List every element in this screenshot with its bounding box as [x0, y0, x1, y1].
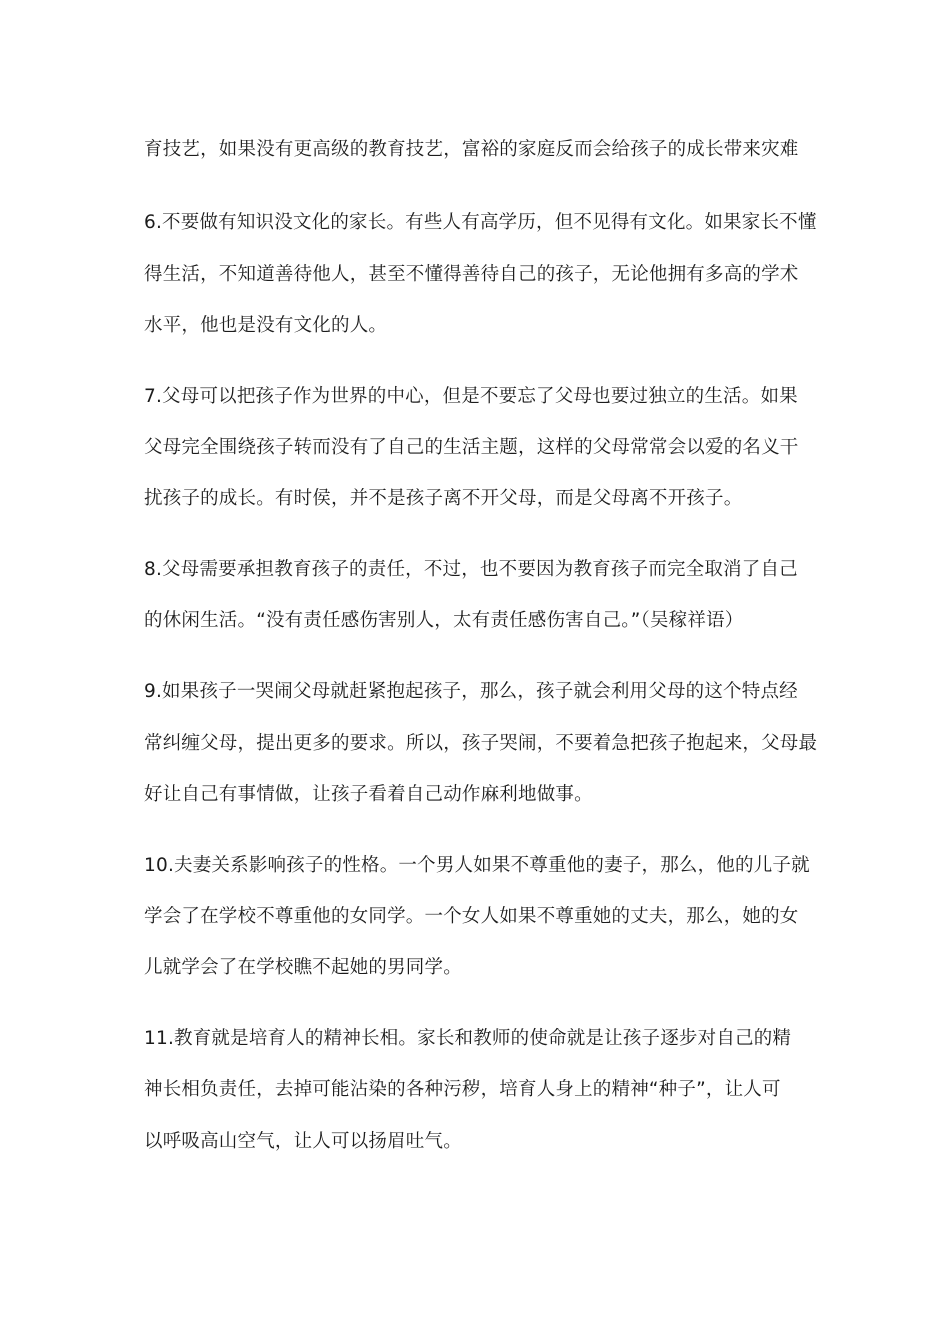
paragraph-6-line-3: 水平，他也是没有文化的人。 [144, 315, 388, 336]
paragraph-9-line-2: 常纠缠父母，提出更多的要求。所以，孩子哭闹，不要着急把孩子抱起来，父母最 [144, 733, 818, 754]
paragraph-10-line-2: 学会了在学校不尊重他的女同学。一个女人如果不尊重她的丈夫，那么，她的女 [144, 906, 799, 927]
paragraph-8-line-1: 8.父母需要承担教育孩子的责任，不过，也不要因为教育孩子而完全取消了自己 [144, 559, 798, 580]
paragraph-10-line-1: 10.夫妻关系影响孩子的性格。一个男人如果不尊重他的妻子，那么，他的儿子就 [144, 855, 810, 876]
paragraph-9-line-1: 9.如果孩子一哭闹父母就赶紧抱起孩子，那么，孩子就会利用父母的这个特点经 [144, 681, 798, 702]
paragraph-7-line-3: 扰孩子的成长。有时侯，并不是孩子离不开父母，而是父母离不开孩子。 [144, 488, 743, 509]
paragraph-8-line-2: 的休闲生活。“没有责任感伤害别人，太有责任感伤害自己。”（吴稼祥语） [144, 610, 744, 631]
paragraph-11-line-3: 以呼吸高山空气，让人可以扬眉吐气。 [144, 1131, 462, 1152]
paragraph-7-line-1: 7.父母可以把孩子作为世界的中心，但是不要忘了父母也要过独立的生活。如果 [144, 386, 798, 407]
paragraph-5-line-2: 育技艺，如果没有更高级的教育技艺，富裕的家庭反而会给孩子的成长带来灾难 [144, 139, 799, 160]
paragraph-7-line-2: 父母完全围绕孩子转而没有了自己的生活主题，这样的父母常常会以爱的名义干 [144, 437, 799, 458]
paragraph-9-line-3: 好让自己有事情做，让孩子看着自己动作麻利地做事。 [144, 784, 593, 805]
paragraph-10-line-3: 儿就学会了在学校瞧不起她的男同学。 [144, 957, 462, 978]
paragraph-6-line-2: 得生活，不知道善待他人，甚至不懂得善待自己的孩子，无论他拥有多高的学术 [144, 264, 799, 285]
paragraph-11-line-1: 11.教育就是培育人的精神长相。家长和教师的使命就是让孩子逐步对自己的精 [144, 1028, 792, 1049]
paragraph-6-line-1: 6.不要做有知识没文化的家长。有些人有高学历，但不见得有文化。如果家长不懂 [144, 212, 817, 233]
paragraph-11-line-2: 神长相负责任，去掉可能沾染的各种污秽，培育人身上的精神“种子”，让人可 [144, 1079, 781, 1100]
